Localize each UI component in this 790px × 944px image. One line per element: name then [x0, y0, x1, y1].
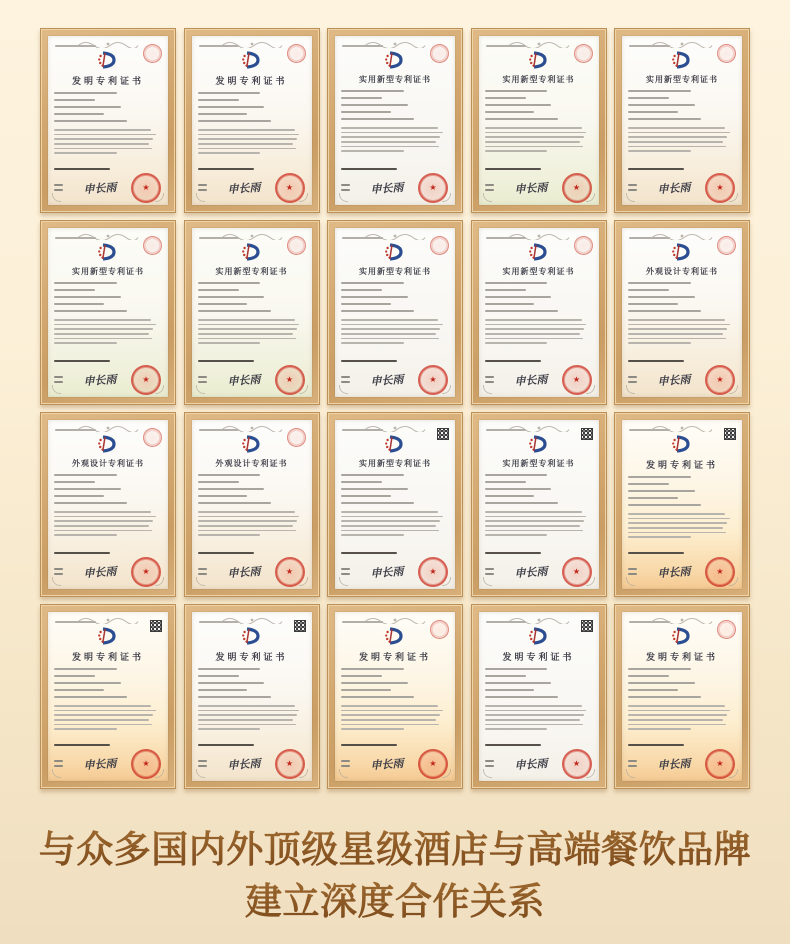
- certificate-number-line: [486, 237, 527, 239]
- certificate-body-text: [341, 319, 449, 347]
- certificate-number-line: [629, 621, 670, 623]
- corner-flourish-icon: [442, 577, 451, 586]
- authority-line: [485, 168, 541, 171]
- certificate-fields: [628, 282, 736, 317]
- certificate-body-text: [628, 319, 736, 347]
- corner-flourish-icon: [729, 193, 738, 202]
- qr-code-icon: [294, 620, 306, 632]
- round-stamp-icon: [287, 236, 306, 255]
- certificate-title: 实用新型专利证书: [215, 267, 288, 276]
- signature-row: [628, 366, 736, 393]
- certificate-number-line: [486, 45, 527, 47]
- signature-row: [341, 750, 449, 777]
- commissioner-signature: 申长雨: [370, 181, 404, 196]
- certificate-fields: [628, 90, 736, 125]
- corner-flourish-icon: [442, 769, 451, 778]
- corner-flourish-icon: [299, 385, 308, 394]
- certificate-body-text: [485, 705, 593, 733]
- corner-flourish-icon: [155, 577, 164, 586]
- certificate-frame: [327, 220, 463, 405]
- certificate-number-line: [486, 429, 527, 431]
- certificate-title: 发明专利证书: [71, 652, 144, 662]
- signature-row: [628, 558, 736, 585]
- certificate-number-line: [342, 429, 383, 431]
- authority-line: [54, 360, 110, 363]
- authority-line: [198, 168, 254, 171]
- commissioner-signature: 申长雨: [513, 373, 548, 388]
- certificate-body-text: [628, 127, 736, 155]
- certificate-paper: [335, 36, 455, 205]
- certificate-number-line: [342, 237, 383, 239]
- signer-title-lines: [341, 184, 350, 190]
- certificate-body-text: [485, 127, 593, 155]
- certificate-fields: [198, 474, 306, 509]
- national-emblem-seal-icon: ★: [562, 173, 592, 203]
- signer-title-lines: [198, 376, 207, 382]
- certificate-body-text: [341, 705, 449, 733]
- qr-code-icon: [581, 428, 593, 440]
- certificate-frame: [614, 220, 750, 405]
- certificate-fields: [341, 90, 449, 125]
- certificate-number-line: [199, 429, 240, 431]
- qr-code-icon: [581, 620, 593, 632]
- signer-title-lines: [54, 760, 63, 766]
- signature-row: [198, 366, 306, 393]
- commissioner-signature: 申长雨: [370, 565, 404, 580]
- certificate-paper: [48, 420, 168, 589]
- certificate-title: 外观设计专利证书: [72, 459, 144, 468]
- certificate-title: 发明专利证书: [502, 652, 575, 662]
- certificate-paper: [479, 420, 599, 589]
- commissioner-signature: 申长雨: [226, 373, 261, 388]
- certificate-body-text: [198, 129, 306, 157]
- round-stamp-icon: [574, 44, 593, 63]
- certificate-number-line: [342, 45, 383, 47]
- commissioner-signature: 申长雨: [513, 181, 548, 196]
- certificate-frame: [184, 604, 320, 789]
- signer-title-lines: [341, 376, 350, 382]
- authority-line: [198, 552, 254, 555]
- certificate-number-line: [342, 621, 383, 623]
- certificate-paper: [192, 420, 312, 589]
- certificate-number-line: [55, 45, 96, 47]
- round-stamp-icon: [430, 620, 449, 639]
- commissioner-signature: 申长雨: [226, 181, 261, 196]
- signature-row: [54, 558, 162, 585]
- certificate-number-line: [199, 621, 240, 623]
- certificate-frame: [614, 604, 750, 789]
- certificate-frame: [327, 412, 463, 597]
- certificate-paper: [479, 612, 599, 781]
- certificate-frame: [40, 604, 176, 789]
- certificate-paper: [479, 36, 599, 205]
- signer-title-lines: [198, 184, 207, 190]
- signature-row: [485, 558, 593, 585]
- certificate-frame: [471, 412, 607, 597]
- authority-line: [341, 168, 397, 171]
- cnipa-logo-icon: [198, 626, 306, 646]
- certificate-body-text: [54, 319, 162, 347]
- national-emblem-seal-icon: ★: [275, 557, 305, 587]
- authority-line: [628, 744, 684, 747]
- signer-title-lines: [341, 760, 350, 766]
- caption: [0, 824, 790, 928]
- national-emblem-seal-icon: ★: [562, 749, 592, 779]
- certificate-fields: [341, 282, 449, 317]
- authority-line: [628, 360, 684, 363]
- certificate-paper: [622, 420, 742, 589]
- certificate-number-line: [486, 621, 527, 623]
- authority-line: [628, 552, 684, 555]
- certificate-frame: [327, 28, 463, 213]
- signer-title-lines: [54, 376, 63, 382]
- certificate-number-line: [199, 45, 240, 47]
- corner-flourish-icon: [729, 769, 738, 778]
- certificate-number-line: [199, 237, 240, 239]
- round-stamp-icon: [717, 44, 736, 63]
- round-stamp-icon: [287, 44, 306, 63]
- certificate-title: 实用新型专利证书: [359, 459, 431, 468]
- certificate-body-text: [54, 705, 162, 733]
- round-stamp-icon: [430, 44, 449, 63]
- certificate-fields: [485, 668, 593, 703]
- signer-title-lines: [485, 760, 494, 766]
- certificate-title: 发明专利证书: [358, 652, 431, 662]
- certificate-frame: [471, 28, 607, 213]
- certificate-title: 发明专利证书: [215, 652, 288, 662]
- signature-row: [198, 750, 306, 777]
- corner-flourish-icon: [586, 193, 595, 202]
- authority-line: [54, 744, 110, 747]
- signature-row: [198, 174, 306, 201]
- commissioner-signature: 申长雨: [513, 757, 548, 772]
- round-stamp-icon: [430, 236, 449, 255]
- authority-line: [54, 552, 110, 555]
- signature-row: [628, 174, 736, 201]
- corner-flourish-icon: [442, 193, 451, 202]
- signature-row: [54, 750, 162, 777]
- certificate-paper: [192, 36, 312, 205]
- certificate-frame: [40, 412, 176, 597]
- round-stamp-icon: [143, 428, 162, 447]
- national-emblem-seal-icon: ★: [562, 557, 592, 587]
- authority-line: [485, 744, 541, 747]
- corner-flourish-icon: [155, 385, 164, 394]
- signer-title-lines: [54, 568, 63, 574]
- signer-title-lines: [485, 184, 494, 190]
- certificates-grid: [40, 28, 750, 789]
- national-emblem-seal-icon: ★: [418, 749, 448, 779]
- certificate-paper: [48, 36, 168, 205]
- national-emblem-seal-icon: ★: [275, 173, 305, 203]
- national-emblem-seal-icon: ★: [275, 365, 305, 395]
- certificate-frame: [184, 28, 320, 213]
- cnipa-logo-icon: [485, 434, 593, 454]
- certificate-body-text: [198, 319, 306, 347]
- certificate-frame: [471, 220, 607, 405]
- certificate-title: 实用新型专利证书: [72, 267, 144, 276]
- authority-line: [341, 744, 397, 747]
- certificate-title: 实用新型专利证书: [502, 75, 575, 84]
- certificate-fields: [198, 92, 306, 127]
- signer-title-lines: [628, 376, 637, 382]
- certificate-title: 发明专利证书: [215, 76, 288, 86]
- signature-row: [54, 366, 162, 393]
- corner-flourish-icon: [442, 385, 451, 394]
- signer-title-lines: [198, 568, 207, 574]
- certificate-fields: [54, 474, 162, 509]
- certificate-paper: [335, 420, 455, 589]
- corner-flourish-icon: [586, 385, 595, 394]
- signer-title-lines: [628, 568, 637, 574]
- national-emblem-seal-icon: ★: [562, 365, 592, 395]
- certificate-fields: [54, 92, 162, 127]
- certificate-fields: [485, 90, 593, 125]
- certificate-paper: [335, 612, 455, 781]
- commissioner-signature: 申长雨: [83, 373, 117, 388]
- signer-title-lines: [341, 568, 350, 574]
- certificate-paper: [192, 228, 312, 397]
- certificate-frame: [40, 220, 176, 405]
- certificate-number-line: [55, 621, 96, 623]
- certificate-body-text: [485, 511, 593, 539]
- corner-flourish-icon: [729, 577, 738, 586]
- authority-line: [485, 360, 541, 363]
- certificate-frame: [40, 28, 176, 213]
- caption-line-1: 与众多国内外顶级星级酒店与高端餐饮品牌: [0, 824, 790, 876]
- qr-code-icon: [437, 428, 449, 440]
- certificate-frame: [614, 28, 750, 213]
- signature-row: [628, 750, 736, 777]
- certificate-body-text: [341, 127, 449, 155]
- commissioner-signature: 申长雨: [83, 757, 117, 772]
- signature-row: [485, 750, 593, 777]
- certificate-frame: [184, 220, 320, 405]
- certificate-fields: [341, 474, 449, 509]
- certificate-fields: [628, 668, 736, 703]
- corner-flourish-icon: [299, 577, 308, 586]
- certificate-fields: [54, 668, 162, 703]
- certificate-frame: [184, 412, 320, 597]
- certificate-paper: [48, 612, 168, 781]
- certificate-title: 外观设计专利证书: [646, 267, 718, 276]
- signature-row: [54, 174, 162, 201]
- commissioner-signature: 申长雨: [370, 373, 404, 388]
- signature-row: [485, 174, 593, 201]
- authority-line: [54, 168, 110, 171]
- commissioner-signature: 申长雨: [226, 565, 261, 580]
- authority-line: [341, 360, 397, 363]
- certificate-paper: [192, 612, 312, 781]
- corner-flourish-icon: [586, 769, 595, 778]
- certificate-title: 实用新型专利证书: [359, 75, 431, 84]
- certificate-title: 发明专利证书: [645, 460, 718, 470]
- commissioner-signature: 申长雨: [226, 757, 261, 772]
- certificate-paper: [479, 228, 599, 397]
- national-emblem-seal-icon: ★: [418, 365, 448, 395]
- corner-flourish-icon: [155, 769, 164, 778]
- certificate-paper: [622, 36, 742, 205]
- signature-row: [341, 366, 449, 393]
- certificate-title: 发明专利证书: [71, 76, 144, 86]
- certificate-frame: [327, 604, 463, 789]
- commissioner-signature: 申长雨: [83, 181, 117, 196]
- signer-title-lines: [628, 184, 637, 190]
- commissioner-signature: 申长雨: [657, 373, 691, 388]
- corner-flourish-icon: [586, 577, 595, 586]
- certificate-number-line: [629, 429, 670, 431]
- certificate-body-text: [628, 705, 736, 733]
- authority-line: [485, 552, 541, 555]
- certificate-number-line: [629, 237, 670, 239]
- certificate-number-line: [55, 429, 96, 431]
- cnipa-logo-icon: [341, 434, 449, 454]
- certificate-fields: [485, 474, 593, 509]
- certificate-title: 外观设计专利证书: [215, 459, 288, 468]
- certificate-fields: [628, 476, 736, 511]
- national-emblem-seal-icon: ★: [418, 557, 448, 587]
- signature-row: [198, 558, 306, 585]
- commissioner-signature: 申长雨: [83, 565, 117, 580]
- commissioner-signature: 申长雨: [370, 757, 404, 772]
- round-stamp-icon: [717, 236, 736, 255]
- authority-line: [341, 552, 397, 555]
- certificate-title: 实用新型专利证书: [502, 267, 575, 276]
- certificate-fields: [485, 282, 593, 317]
- round-stamp-icon: [717, 620, 736, 639]
- certificate-frame: [614, 412, 750, 597]
- corner-flourish-icon: [299, 769, 308, 778]
- signer-title-lines: [485, 376, 494, 382]
- certificate-fields: [198, 282, 306, 317]
- corner-flourish-icon: [299, 193, 308, 202]
- round-stamp-icon: [574, 236, 593, 255]
- round-stamp-icon: [143, 236, 162, 255]
- national-emblem-seal-icon: ★: [131, 749, 161, 779]
- round-stamp-icon: [143, 44, 162, 63]
- certificate-body-text: [54, 511, 162, 539]
- national-emblem-seal-icon: ★: [705, 173, 735, 203]
- commissioner-signature: 申长雨: [513, 565, 548, 580]
- certificate-fields: [198, 668, 306, 703]
- round-stamp-icon: [287, 428, 306, 447]
- certificate-body-text: [485, 319, 593, 347]
- signer-title-lines: [628, 760, 637, 766]
- certificate-paper: [622, 612, 742, 781]
- signature-row: [485, 366, 593, 393]
- national-emblem-seal-icon: ★: [418, 173, 448, 203]
- commissioner-signature: 申长雨: [657, 565, 691, 580]
- certificate-paper: [622, 228, 742, 397]
- certificate-paper: [335, 228, 455, 397]
- qr-code-icon: [150, 620, 162, 632]
- signature-row: [341, 558, 449, 585]
- commissioner-signature: 申长雨: [657, 757, 691, 772]
- certificate-number-line: [55, 237, 96, 239]
- certificate-title: 实用新型专利证书: [646, 75, 718, 84]
- national-emblem-seal-icon: ★: [705, 749, 735, 779]
- corner-flourish-icon: [155, 193, 164, 202]
- certificate-frame: [471, 604, 607, 789]
- certificate-title: 实用新型专利证书: [359, 267, 431, 276]
- certificate-title: 发明专利证书: [645, 652, 718, 662]
- signer-title-lines: [198, 760, 207, 766]
- caption-line-2: 建立深度合作关系: [0, 876, 790, 928]
- signer-title-lines: [54, 184, 63, 190]
- certificate-number-line: [629, 45, 670, 47]
- qr-code-icon: [724, 428, 736, 440]
- national-emblem-seal-icon: ★: [131, 173, 161, 203]
- authority-line: [628, 168, 684, 171]
- national-emblem-seal-icon: ★: [131, 557, 161, 587]
- signature-row: [341, 174, 449, 201]
- national-emblem-seal-icon: ★: [705, 365, 735, 395]
- certificate-fields: [341, 668, 449, 703]
- signer-title-lines: [485, 568, 494, 574]
- corner-flourish-icon: [729, 385, 738, 394]
- cnipa-logo-icon: [485, 626, 593, 646]
- authority-line: [198, 360, 254, 363]
- certificate-body-text: [341, 511, 449, 539]
- certificate-title: 实用新型专利证书: [502, 459, 575, 468]
- commissioner-signature: 申长雨: [657, 181, 691, 196]
- certificate-body-text: [198, 511, 306, 539]
- certificate-fields: [54, 282, 162, 317]
- certificate-paper: [48, 228, 168, 397]
- cnipa-logo-icon: [628, 434, 736, 454]
- certificate-body-text: [628, 513, 736, 541]
- national-emblem-seal-icon: ★: [705, 557, 735, 587]
- national-emblem-seal-icon: ★: [131, 365, 161, 395]
- certificate-body-text: [54, 129, 162, 157]
- cnipa-logo-icon: [54, 626, 162, 646]
- authority-line: [198, 744, 254, 747]
- certificate-body-text: [198, 705, 306, 733]
- national-emblem-seal-icon: ★: [275, 749, 305, 779]
